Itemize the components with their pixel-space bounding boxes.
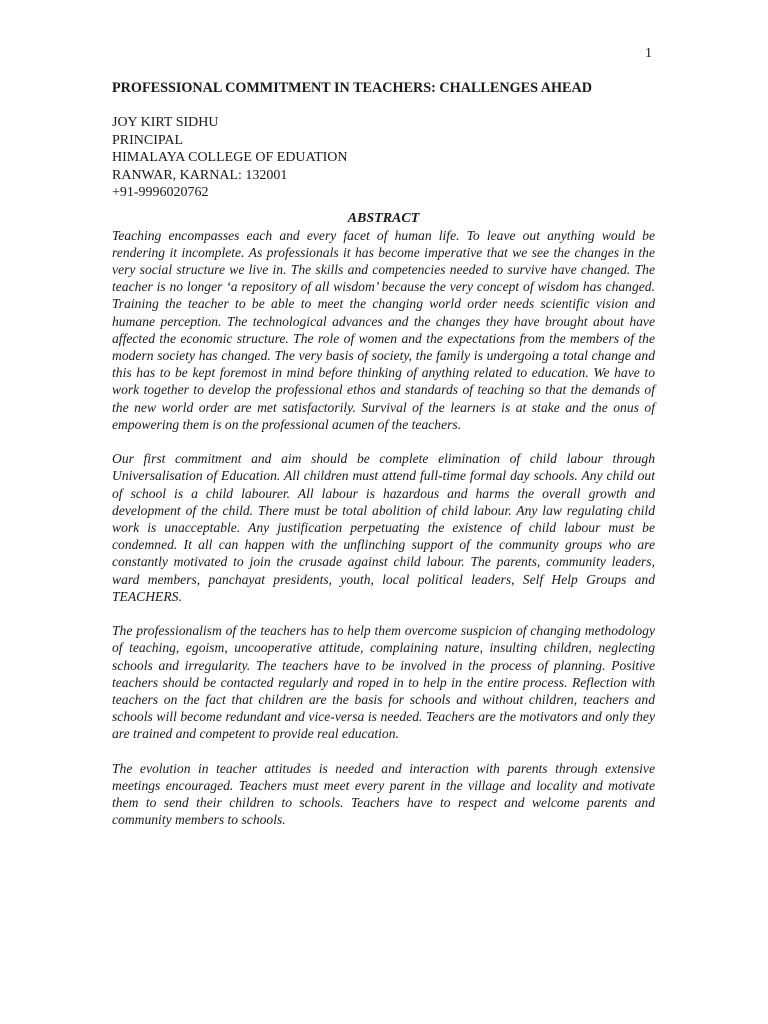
abstract-paragraph-4: The evolution in teacher attitudes is needed and interaction with parents through extensive meetings encouraged. Teachers must meet every parent in the village and locality and motivate them to send their children to schools. Teachers have to respect and welcome parents and community members to schools. [112,760,655,828]
author-institution: HIMALAYA COLLEGE OF EDUATION [112,150,348,165]
document-title: PROFESSIONAL COMMITMENT IN TEACHERS: CHALLENGES AHEAD [112,80,592,96]
author-position: PRINCIPAL [112,132,184,148]
abstract-body [112,227,655,829]
abstract-heading: ABSTRACT [347,210,420,226]
abstract-paragraph-3: The professionalism of the teachers has to help them overcome suspicion of changing methodology of teaching, egoism, uncooperative attitude, complaining nature, insulting children, neglecting schools and irregularity. The teachers have to be involved in the process of planning. Positive teachers should be contacted regularly and roped in to help in the entire process. Reflection with teachers on the fact that children are the basis for schools and without children, teachers and schools will become redundant and vice-versa is needed. Teachers are the motivators and only they are trained and competent to provide real education. [112,623,655,742]
author-name: JOY KIRT SIDHU [112,115,219,130]
document-body [112,80,655,829]
author-block [112,114,655,202]
author-address: RANWAR, KARNAL: 132001 [112,167,288,183]
abstract-paragraph-2: Our first commitment and aim should be complete elimination of child labour through Universalisation of Education. All children must attend full-time formal day schools. Any child out of school is a child labourer. All labour is hazardous and harms the overall growth and development of the child. There must be total abolition of child labour. Any law regulating child work is unacceptable. Any justification perpetuating the existence of child labour must be condemned. It all can happen with the unflinching support of the community groups who are constantly motivated to join the crusade against child labour. The parents, community leaders, ward members, panchayat presidents, youth, local political leaders, Self Help Groups and TEACHERS. [112,451,655,604]
abstract-paragraph-1: Teaching encompasses each and every facet of human life. To leave out anything would be rendering it incomplete. As professionals it has become imperative that we see the changes in the very social structure we live in. The skills and competencies needed to survive have changed. The teacher is no longer ‘a repository of all wisdom’ because the very concept of wisdom has changed. Training the teacher to be able to meet the changing world order needs scientific vision and humane perception. The technological advances and the changes they have brought about have affected the economic structure. The role of women and the expectations from the members of the modern society has changed. The very basis of society, the family is undergoing a total change and this has to be kept foremost in mind before thinking of anything related to education. We have to work together to develop the professional ethos and standards of teaching so that the demands of the new world order are met satisfactorily. Survival of the learners is at stake and the onus of empowering them is on the professional acumen of the teachers. [112,227,655,432]
author-phone: +91-9996020762 [112,185,209,200]
page-number: 1 [645,46,652,61]
